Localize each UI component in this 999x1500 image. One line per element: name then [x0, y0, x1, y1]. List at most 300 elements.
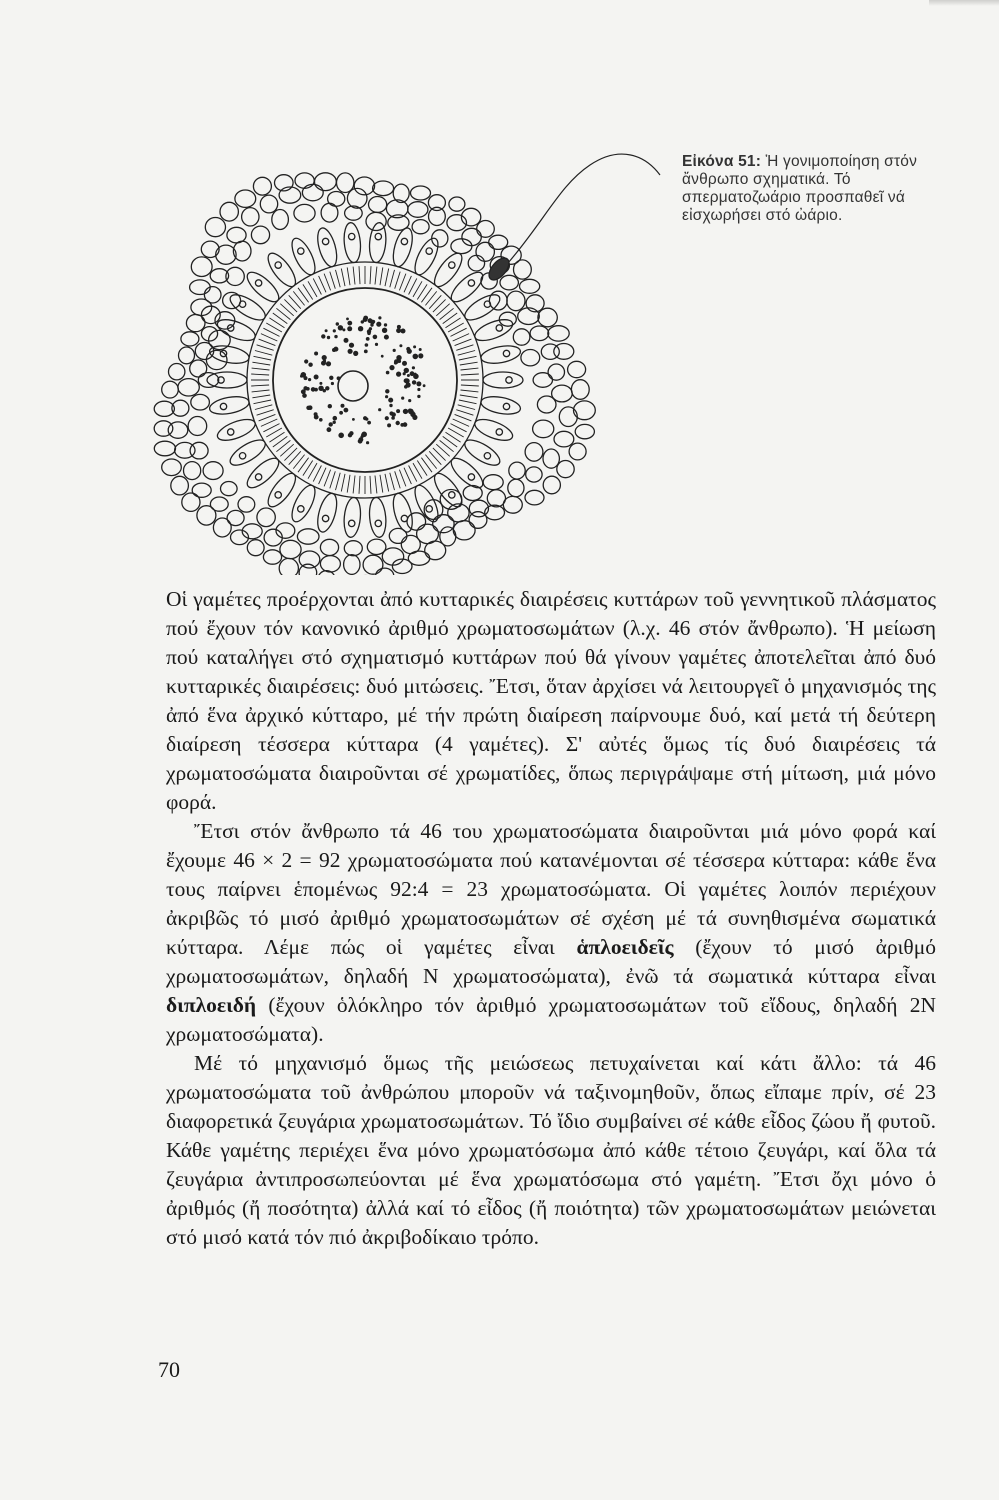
zona-striation	[395, 272, 401, 289]
granule	[329, 376, 333, 380]
zona-striation	[455, 339, 472, 346]
zona-striation	[336, 270, 341, 287]
corona-cell	[552, 385, 573, 402]
caption-label: Εἰκόνα 51:	[682, 153, 762, 170]
zona-striation	[380, 475, 383, 493]
granule	[389, 365, 394, 370]
granule	[308, 378, 311, 381]
paragraph-2-part-2: (ἔχουν τό μισό ἀριθμό χρωματοσωμάτων, δηλαδή Ν χρωματοσώματα), ἐνῶ τά σωματικά κύτταρα εἶναι	[166, 935, 936, 988]
corona-cell	[530, 326, 549, 341]
radial-cell-nucleus	[349, 520, 355, 526]
zona-striation	[433, 448, 446, 461]
granule	[399, 344, 402, 347]
radial-cell-nucleus	[375, 233, 381, 239]
granule	[396, 328, 401, 333]
corona-cell	[264, 529, 282, 546]
corona-cell	[408, 202, 428, 218]
zona-striation	[261, 334, 277, 341]
zona-striation	[276, 440, 290, 451]
zona-striation	[284, 299, 297, 312]
zona-striation	[375, 476, 377, 494]
granule	[407, 349, 412, 354]
corona-cell	[190, 280, 211, 295]
term-diploid: διπλοειδή	[166, 993, 257, 1017]
zona-striation	[341, 269, 345, 287]
corona-cell	[369, 197, 387, 213]
corona-cell	[559, 407, 577, 427]
radial-cell	[480, 394, 522, 417]
radial-cell-nucleus	[220, 403, 226, 409]
granule	[353, 351, 358, 356]
zona-striation	[254, 400, 272, 404]
corona-cell	[469, 512, 487, 529]
zona-striation	[440, 308, 454, 319]
corona-cell	[500, 275, 518, 290]
granule	[386, 371, 390, 375]
granule	[344, 408, 349, 413]
corona-cell	[526, 467, 542, 482]
paragraph-2-part-1: Ἔτσι στόν ἄνθρωπο τά 46 του χρωματοσώματα διαιροῦνται μιά μόνο φορά καί ἔχουμε 46 × 2 = 92 χρωματοσώματα πού κατανέμονται σέ τέσσερα κύτταρα: κάθε ἕνα τους παίρνει ἑπομένως 92:4 = 23 χρωματοσώματα. Οἱ γαμέτες λοιπόν περιέχουν ἀκριβῶς τό μισό ἀριθμό χρωματοσωμάτων σέ σχέση μέ τά συνηθισμένα σωματικά κύτταρα. Λέμε πώς οἱ γαμέτες εἶναι	[166, 819, 936, 959]
paragraph-1: Οἱ γαμέτες προέρχονται ἀπό κυτταρικές διαιρέσεις κυττάρων τοῦ γεννητικοῦ πλάσματος πού ἔχουν τόν κανονικό ἀριθμό χρωματοσωμάτων (λ.χ. 46 στόν ἄνθρωπο). Ἡ μείωση πού καταλήγει στό σχηματισμό κυττάρων πού θά γίνουν γαμέτες ἀποτελεῖται ἀπό δυό κυτταρικές διαιρέσεις: δυό μιτώσεις. Ἔτσι, ὅταν ἀρχίσει νά λειτουργεῖ ὁ μηχανισμός της ἀπό ἕνα ἀρχικό κύτταρο, μέ τήν πρώτη διαίρεση παίρνουμε δυό, καί μετά τή δεύτερη διαίρεση τέσσερα κύτταρα (4 γαμέτες). Σ' αὐτές ὅμως τίς δυό διαιρέσεις τά χρωματοσώματα διαιροῦνται σέ χρωματίδες, ὅπως περιγράψαμε στή μίτωση, μιά μόνο φορά.	[166, 587, 936, 814]
zona-striation	[336, 473, 341, 490]
corona-cell	[525, 443, 543, 462]
corona-cell	[198, 373, 218, 388]
zona-striation	[460, 395, 478, 398]
granule	[407, 374, 410, 377]
corona-cell	[297, 529, 319, 544]
corona-cell	[260, 195, 277, 213]
radial-cell	[226, 435, 268, 470]
zona-striation	[252, 395, 270, 398]
zona-striation	[324, 274, 331, 291]
zona-striation	[259, 339, 276, 346]
granule	[304, 359, 308, 363]
zona-striation	[289, 451, 301, 464]
zona-striation	[324, 470, 331, 487]
corona-cell	[154, 421, 173, 436]
radial-cell-nucleus	[468, 474, 474, 480]
radial-cell-nucleus	[349, 233, 355, 239]
zona-striation	[284, 448, 297, 461]
corona-cell	[197, 506, 216, 525]
corona-cell	[171, 476, 189, 495]
corona-cell	[190, 360, 207, 377]
granule	[327, 336, 330, 339]
granule	[387, 423, 391, 427]
granule	[412, 415, 417, 420]
radial-cell	[215, 415, 258, 444]
granule	[334, 335, 337, 338]
corona-cell	[154, 441, 175, 456]
corona-cell	[201, 327, 217, 341]
body-text	[166, 585, 936, 1252]
zona-striation	[330, 471, 336, 488]
corona-cell	[175, 442, 195, 458]
zona-striation	[385, 474, 389, 492]
zona-striation	[385, 269, 389, 287]
corona-cell	[302, 184, 323, 200]
granule	[358, 439, 363, 444]
zona-striation	[252, 368, 270, 370]
corona-cell	[295, 173, 314, 188]
zona-striation	[461, 368, 479, 370]
granule	[338, 325, 343, 330]
corona-cell	[503, 496, 522, 513]
corona-cell	[538, 308, 557, 327]
radial-cell	[368, 222, 388, 263]
zona-striation	[251, 374, 269, 375]
zona-striation	[259, 414, 276, 421]
granule	[412, 366, 415, 369]
corona-cell	[433, 515, 454, 533]
radial-cell	[472, 415, 515, 444]
granule	[364, 350, 368, 354]
radial-cell-nucleus	[503, 403, 509, 409]
corona-cell	[220, 202, 238, 221]
corona-cell	[554, 344, 574, 360]
corona-cell	[251, 226, 269, 244]
granule	[396, 409, 400, 413]
zona-striation	[293, 455, 304, 469]
corona-cell	[191, 394, 210, 410]
corona-cell	[483, 475, 503, 490]
radial-cell	[390, 491, 416, 534]
corona-cell	[393, 184, 409, 202]
radial-cell-nucleus	[228, 429, 234, 435]
granule	[389, 404, 392, 407]
zona-striation	[455, 414, 472, 421]
radial-cell-nucleus	[275, 262, 281, 268]
granule	[333, 329, 336, 332]
zona-striation	[399, 470, 406, 487]
paragraph-3: Μέ τό μηχανισμό ὅμως τῆς μειώσεως πετυχαίνεται καί κάτι ἄλλο: τά 46 χρωματοσώματα τοῦ ἀνθρώπου μποροῦν νά ταξινομηθοῦν, ὅπως εἴπαμε πρίν, σέ 23 διαφορετικά ζευγάρια χρωματοσωμάτων. Τό ἴδιο συμβαίνει σέ κάθε εἶδος ζώου ἤ φυτοῦ. Κάθε γαμέτης περιέχει ἕνα μόνο χρωματόσωμα ἀπό κάθε τέτοιο ζευγάρι, καί ὅλα τά ζευγάρια ἀντιπροσωπεύονται μέ ἕνα χρωματόσωμα στό γαμέτη. Ἔτσι ὄχι μόνο ὁ ἀριθμός (ἤ ποσότητα) ἀλλά καί τό εἶδος (ἤ ποιότητα) τῶν χρωματοσωμάτων μειώνεται στό μισό κατά τόν πιό ἀκριβοδίκαιο τρόπο.	[166, 1051, 936, 1249]
corona-cell	[344, 541, 362, 556]
zona-striation	[330, 272, 336, 289]
radial-cell	[208, 394, 250, 417]
zona-striation	[461, 385, 479, 386]
granule	[408, 399, 411, 402]
granule	[331, 382, 334, 385]
zona-striation	[341, 474, 345, 492]
zona-striation	[429, 295, 441, 308]
granule	[338, 433, 344, 439]
granule	[319, 418, 323, 422]
radial-cell	[461, 290, 503, 325]
radial-cell	[314, 226, 340, 269]
corona-cell	[279, 558, 298, 575]
radial-cell-nucleus	[496, 429, 502, 435]
corona-cell	[557, 461, 574, 478]
granule	[308, 363, 312, 367]
granule	[358, 326, 363, 331]
zona-striation	[459, 400, 477, 404]
granule	[385, 389, 389, 393]
radial-cell-nucleus	[239, 453, 245, 459]
granule	[389, 411, 393, 415]
granule	[322, 355, 327, 360]
zona-inner-ring	[273, 288, 457, 472]
granule	[403, 409, 408, 414]
corona-cell	[242, 208, 259, 226]
granule	[314, 352, 318, 356]
granule	[413, 345, 416, 348]
granule	[321, 334, 325, 338]
corona-cell	[363, 555, 383, 574]
granule	[361, 432, 367, 438]
caption-text: Ἡ γονιμοποίηση στόν ἄνθρωπο σχηματικά. Τό σπερματοζωάριο προσπαθεῖ νά εἰσχωρήσει στό ὠάριο.	[682, 153, 918, 224]
zona-striation	[319, 468, 326, 484]
granule	[382, 328, 387, 333]
corona-cell	[568, 361, 586, 377]
radial-cell-nucleus	[426, 248, 432, 254]
corona-cell	[328, 192, 345, 207]
radial-cell-nucleus	[298, 506, 304, 512]
nucleus	[338, 371, 368, 401]
granule	[378, 316, 381, 319]
corona-cell	[179, 347, 195, 364]
radial-cell	[368, 497, 388, 538]
radial-cell-nucleus	[375, 520, 381, 526]
granule	[414, 373, 417, 376]
radial-cell	[226, 290, 268, 325]
granule	[396, 355, 401, 360]
radial-cell-nucleus	[298, 248, 304, 254]
corona-cell	[221, 482, 238, 496]
corona-cell	[235, 190, 256, 207]
granule	[346, 318, 349, 321]
granule	[352, 418, 355, 421]
granule	[363, 416, 367, 420]
granule	[339, 411, 343, 415]
granule	[384, 335, 389, 340]
granule	[372, 320, 375, 323]
granule	[349, 343, 354, 348]
zona-striation	[280, 304, 293, 316]
radial-cell	[215, 315, 258, 344]
granule	[361, 320, 364, 323]
granule	[363, 316, 368, 321]
radial-cell	[207, 372, 247, 388]
granule	[347, 326, 352, 331]
corona-cell	[178, 379, 199, 396]
zona-striation	[319, 276, 326, 292]
granule	[381, 355, 384, 358]
zona-striation	[425, 455, 436, 469]
radial-cell-nucleus	[255, 474, 261, 480]
granule	[367, 329, 371, 333]
radial-cell-nucleus	[503, 350, 509, 356]
zona-striation	[433, 299, 446, 312]
radial-cell-nucleus	[506, 377, 512, 383]
radial-cell	[472, 315, 515, 344]
zona-striation	[353, 267, 355, 285]
zona-striation	[380, 267, 383, 285]
corona-cell	[247, 540, 264, 556]
granule	[401, 397, 404, 400]
radial-cell	[208, 343, 250, 366]
granule	[385, 416, 389, 420]
granule	[416, 381, 421, 386]
granule	[323, 360, 326, 363]
corona-cell	[525, 490, 544, 505]
granule	[393, 349, 396, 352]
granule	[367, 421, 371, 425]
granule	[366, 337, 370, 341]
corona-cell	[489, 291, 507, 310]
corona-cell	[294, 204, 315, 222]
granule	[300, 375, 303, 378]
zona-striation	[404, 276, 411, 292]
radial-cell	[342, 222, 362, 263]
corona-cell	[476, 242, 494, 261]
granule	[417, 388, 420, 391]
paragraph-2-part-3: (ἔχουν ὁλόκληρο τόν ἀριθμό χρωματοσωμάτων τοῦ εἴδους, δηλαδή 2Ν χρωματοσώματα).	[166, 993, 936, 1046]
granule	[333, 421, 336, 424]
zona-striation	[257, 410, 274, 416]
granule	[419, 348, 422, 351]
corona-cell	[201, 241, 219, 257]
zona-striation	[436, 304, 449, 316]
zona-striation	[370, 266, 371, 284]
corona-cell	[191, 257, 212, 277]
zona-striation	[429, 451, 441, 464]
zona-striation	[257, 345, 274, 351]
granule	[347, 321, 352, 326]
corona-cell	[411, 186, 431, 200]
radial-cell-nucleus	[426, 506, 432, 512]
corona-cell	[509, 462, 525, 479]
corona-cell	[376, 568, 394, 575]
corona-cell	[513, 329, 530, 345]
corona-cell	[195, 343, 213, 360]
radial-cell-nucleus	[255, 280, 261, 286]
zona-striation	[436, 444, 449, 456]
corona-cell	[449, 197, 465, 211]
zona-striation	[375, 267, 377, 285]
radial-cell-nucleus	[496, 325, 502, 331]
corona-cell	[543, 476, 560, 494]
corona-cell	[192, 483, 211, 497]
granule	[404, 368, 409, 373]
zona-striation	[458, 351, 475, 356]
granule	[328, 404, 332, 408]
zona-striation	[251, 385, 269, 386]
granule	[314, 412, 318, 416]
granule	[344, 338, 349, 343]
granule	[327, 427, 332, 432]
fertilization-illustration	[150, 145, 670, 575]
corona-cell	[575, 424, 594, 438]
corona-cell	[253, 177, 271, 195]
zona-striation	[347, 267, 350, 285]
corona-cell	[162, 381, 179, 398]
zona-striation	[461, 374, 479, 375]
granule	[366, 441, 369, 444]
granule	[385, 395, 388, 398]
granule	[375, 343, 378, 346]
granule	[401, 329, 406, 334]
corona-cell	[344, 555, 360, 575]
granule	[314, 375, 319, 380]
radial-cell-nucleus	[468, 280, 474, 286]
corona-cell	[554, 431, 574, 447]
zona-striation	[390, 270, 395, 287]
corona-cell	[548, 364, 564, 380]
corona-cell	[320, 539, 338, 555]
corona-cell	[188, 417, 207, 436]
corona-cell	[533, 373, 552, 388]
corona-cell	[508, 479, 524, 497]
radial-cell	[342, 497, 362, 538]
zona-striation	[395, 471, 401, 488]
radial-cell-nucleus	[484, 453, 490, 459]
zona-striation	[252, 390, 270, 392]
corona-cell	[162, 459, 182, 476]
granule	[417, 395, 420, 398]
granule	[333, 347, 338, 352]
granule	[423, 384, 426, 387]
granule	[302, 393, 307, 398]
corona-cell	[238, 497, 255, 512]
corona-cell	[227, 227, 246, 243]
zona-striation	[276, 308, 290, 319]
corona-cell	[521, 350, 540, 366]
granule	[384, 323, 387, 326]
granule	[348, 349, 353, 354]
corona-cell	[184, 462, 201, 480]
granule	[319, 382, 322, 385]
granule	[325, 386, 329, 390]
page-number: 70	[158, 1357, 180, 1382]
corona-cell	[257, 508, 275, 527]
corona-cell	[518, 308, 540, 325]
granule	[341, 404, 345, 408]
zona-striation	[440, 440, 454, 451]
corona-cell	[169, 364, 185, 380]
radial-cell-nucleus	[322, 515, 328, 521]
zona-striation	[370, 476, 371, 494]
figure-caption	[682, 153, 972, 225]
zona-striation	[254, 356, 272, 360]
corona-cell	[299, 564, 317, 575]
granule	[329, 422, 333, 426]
zona-striation	[347, 475, 350, 493]
corona-cell	[186, 315, 205, 332]
corona-cell	[337, 173, 354, 193]
zona-striation	[399, 274, 406, 291]
radial-cell	[461, 435, 503, 470]
radial-cell-nucleus	[449, 492, 455, 498]
zona-striation	[252, 362, 270, 365]
corona-cell	[533, 420, 554, 438]
zona-striation	[453, 334, 469, 341]
zona-striation	[453, 419, 469, 426]
granule	[306, 406, 310, 410]
radial-cell-nucleus	[275, 492, 281, 498]
zona-striation	[255, 405, 272, 410]
zona-outer-ring	[247, 262, 483, 498]
corona-cell	[203, 462, 223, 480]
corona-cell	[272, 210, 289, 230]
corona-cell	[428, 195, 445, 211]
radial-cell	[483, 372, 523, 388]
radial-cell-nucleus	[401, 238, 407, 244]
zona-striation	[280, 444, 293, 456]
corona-cell	[453, 521, 475, 540]
granule	[410, 371, 415, 376]
granule	[378, 408, 381, 411]
corona-cell	[407, 513, 426, 530]
